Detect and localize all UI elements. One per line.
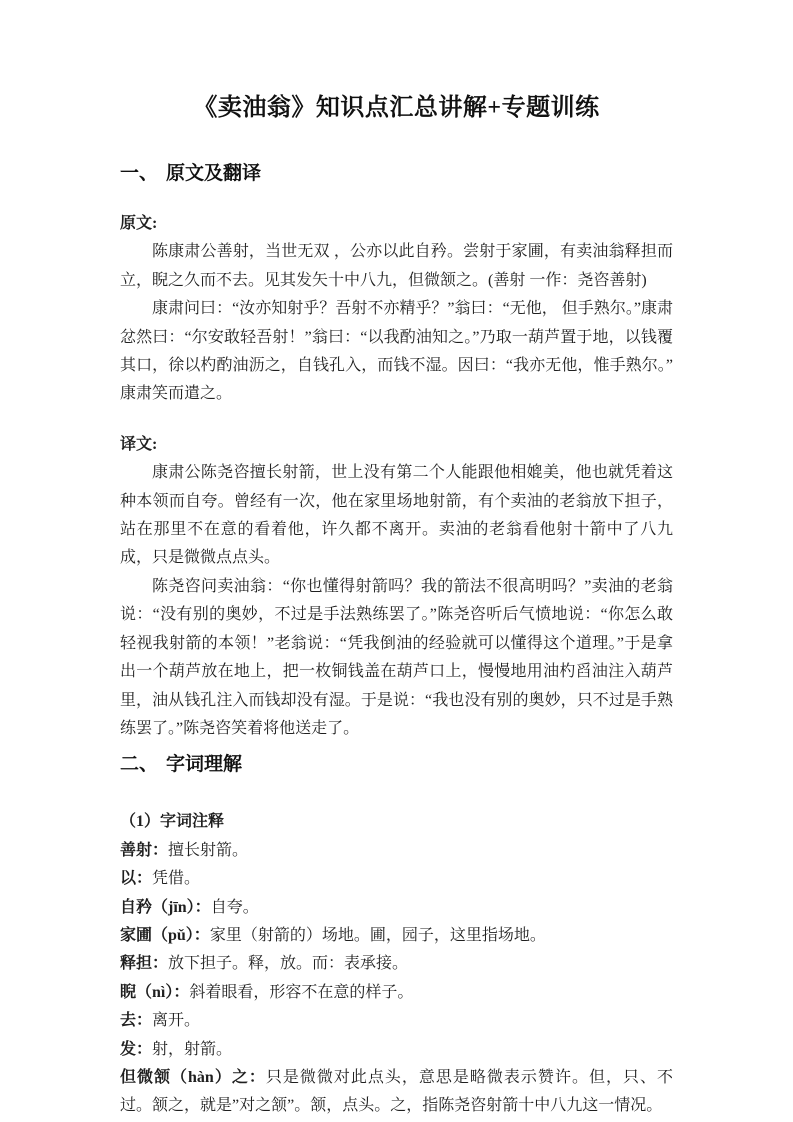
original-paragraph-2: 康肃问曰：“汝亦知射乎？吾射不亦精乎？”翁曰：“无他， 但手熟尔。”康肃忿然曰：“尔安敢轻吾射！”翁曰：“以我酌油知之。”乃取一葫芦置于地，以钱覆其口，徐以杓酌油沥之，自钱孔入，而钱不湿。因曰：“我亦无他，惟手熟尔。”康肃笑而遣之。: [120, 300, 673, 403]
definition-term: 善射：: [120, 841, 169, 859]
definition-text: 家里（射箭的）场地。圃，园子，这里指场地。: [209, 926, 546, 944]
definition-text: 凭借。: [152, 870, 201, 888]
definition-term: 家圃（pǔ）：: [120, 926, 210, 944]
section-two-heading: [120, 751, 673, 778]
definition-term: 发：: [120, 1040, 153, 1058]
original-paragraph-1: 陈康肃公善射，当世无双 ，公亦以此自矜。尝射于家圃，有卖油翁释担而立，睨之久而不去。见其发矢十中八九，但微颔之。(善射 一作：尧咨善射): [120, 243, 673, 289]
definition-term: 释担：: [120, 955, 169, 973]
translation-paragraph-2: 陈尧咨问卖油翁：“你也懂得射箭吗？我的箭法不很高明吗？”卖油的老翁说：“没有别的奥妙，不过是手法熟练罢了。”陈尧咨听后气愤地说：“你怎么敢轻视我射箭的本领！”老翁说：“凭我倒油的经验就可以懂得这个道理。”于是拿出一个葫芦放在地上，把一枚铜钱盖在葫芦口上，慢慢地用油杓舀油注入葫芦里，油从钱孔注入而钱却没有湿。于是说：“我也没有别的奥妙，只不过是手熟练罢了。”陈尧咨笑着将他送走了。: [120, 577, 673, 737]
section-one-heading: [120, 160, 673, 187]
section-one-title: 原文及翻译: [166, 163, 262, 184]
definition-term: 自矜（jīn）：: [120, 898, 211, 916]
document-title: 《卖油翁》知识点汇总讲解+专题训练: [193, 95, 600, 121]
definition-item: [120, 865, 673, 893]
definition-text: 擅长射箭。: [168, 841, 249, 859]
section-two-number: 二、: [120, 754, 159, 776]
definition-text: 斜着眼看，形容不在意的样子。: [189, 983, 414, 1001]
translation-label: 译文:: [120, 435, 158, 453]
definition-text: 自夸。: [210, 898, 259, 916]
definition-item: [120, 1007, 673, 1035]
section-two-title: 字词理解: [166, 754, 243, 776]
definition-item: [120, 922, 673, 950]
translation-paragraph-1: 康肃公陈尧咨擅长射箭，世上没有第二个人能跟他相媲美，他也就凭着这种本领而自夸。曾经有一次，他在家里场地射箭，有个卖油的老翁放下担子，站在那里不在意的看着他，许久都不离开。卖油的老翁看他射十箭中了八九成，只是微微点点头。: [120, 464, 673, 567]
original-text-label: 原文:: [120, 215, 158, 232]
definition-item: [120, 950, 673, 978]
definition-item: [120, 1064, 673, 1121]
definition-term: 睨（nì）：: [120, 983, 190, 1001]
definition-text: 放下担子。释，放。而：表承接。: [168, 955, 409, 973]
definition-text: 离开。: [152, 1012, 201, 1030]
definition-item: [120, 894, 673, 922]
definition-term: 以：: [120, 870, 153, 888]
definition-text: 只是微微对此点头，意思是略微表示赞许。但，只、不过。颔之，就是”对之颔”。颔，点头。之，指陈尧咨射箭十中八九这一情况。: [120, 1068, 673, 1115]
definition-term: 但微颔（hàn）之：: [120, 1068, 266, 1086]
definition-term: 去：: [120, 1012, 153, 1030]
definition-item: [120, 837, 673, 865]
definition-item: [120, 979, 673, 1007]
word-notes-subheading: （1）字词注释: [120, 813, 225, 831]
section-one-number: 一、: [120, 163, 159, 184]
definition-text: 射，射箭。: [152, 1040, 233, 1058]
definition-item: [120, 1036, 673, 1064]
